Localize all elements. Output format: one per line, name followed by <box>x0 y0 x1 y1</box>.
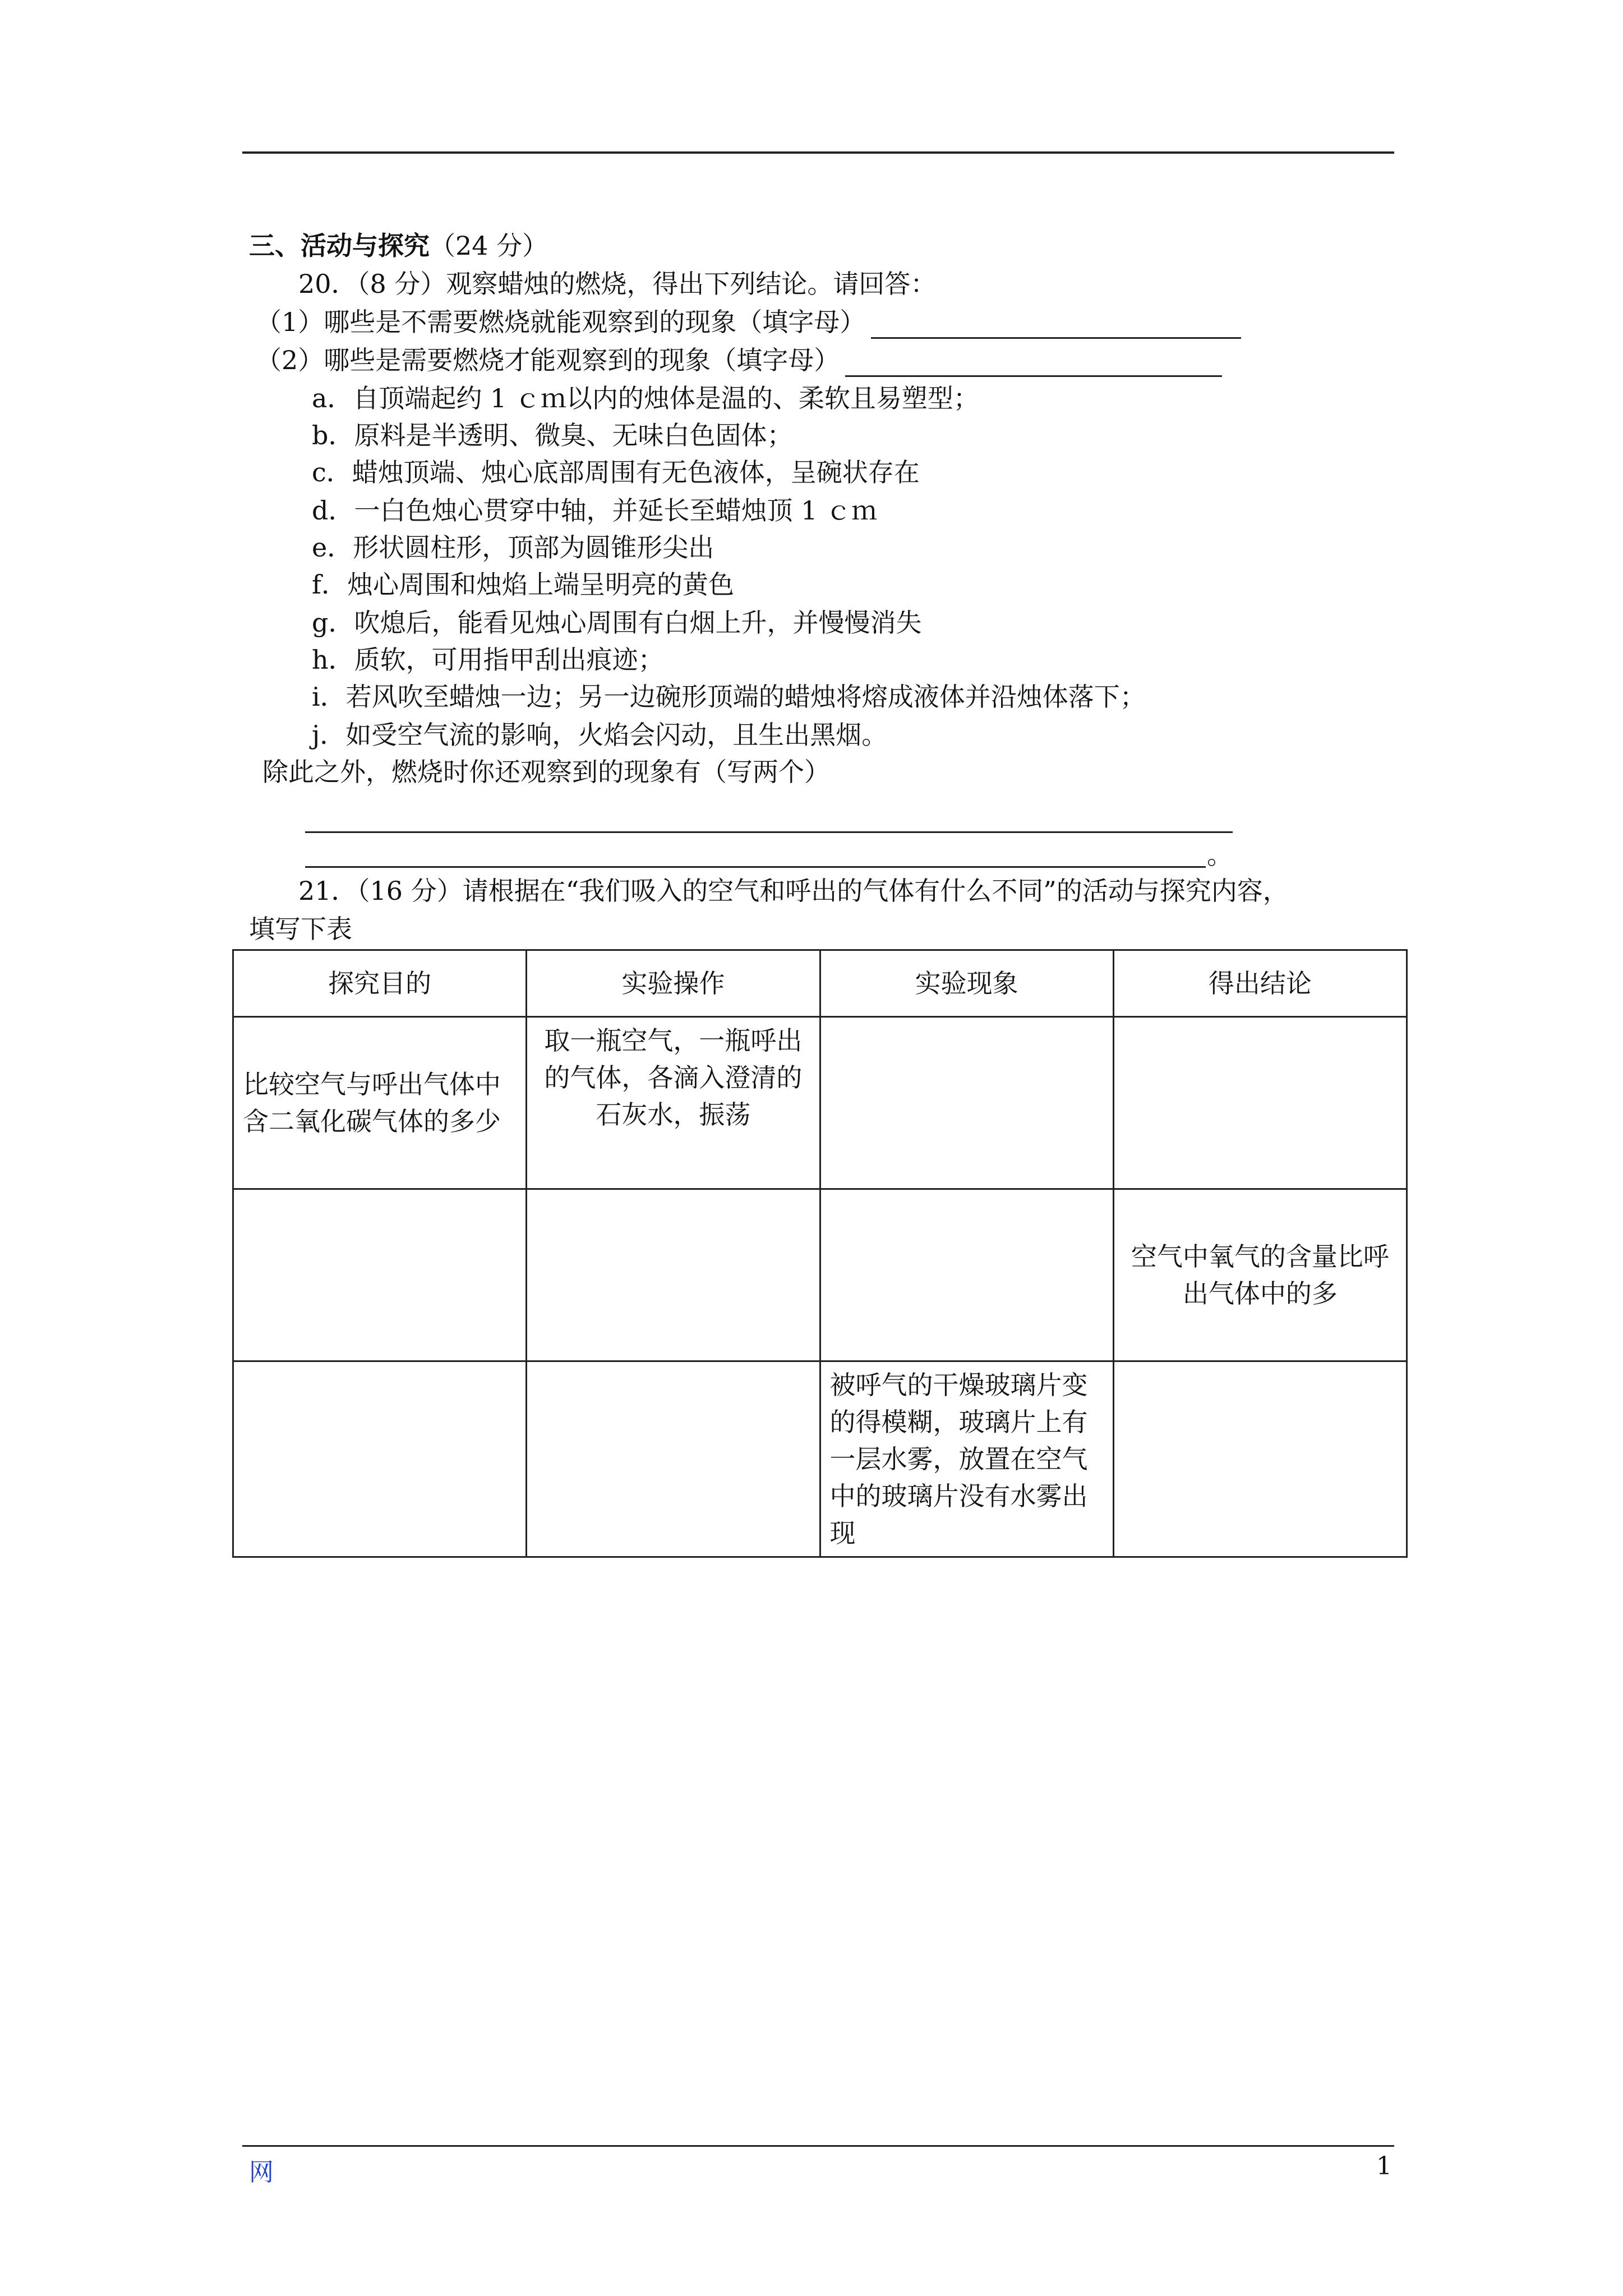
q20-item-e: e．形状圆柱形，顶部为圆锥形尖出 <box>312 532 714 563</box>
q21-stem-line2: 填写下表 <box>249 914 352 944</box>
q20-item-b: b．原料是半透明、微臭、无味白色固体； <box>312 420 793 450</box>
q20-sub1-text: （1）哪些是不需要燃烧就能观察到的现象（填字母） <box>256 307 866 337</box>
q20-item-j: j．如受空气流的影响，火焰会闪动，且生出黑烟。 <box>312 720 888 750</box>
header-rule <box>242 151 1394 154</box>
header-purpose: 探究目的 <box>233 950 527 1017</box>
header-conclusion: 得出结论 <box>1113 950 1407 1017</box>
cell-conclusion-blank[interactable] <box>1113 1017 1407 1189</box>
header-phenomenon: 实验现象 <box>820 950 1113 1017</box>
q20-item-i: i．若风吹至蜡烛一边；另一边碗形顶端的蜡烛将熔成液体并沿烛体落下； <box>312 682 1146 712</box>
footer-link[interactable]: 网 <box>249 2158 274 2187</box>
table-row <box>233 1017 1407 1189</box>
cell-operation-blank[interactable] <box>527 1361 820 1557</box>
cell-phenomenon: 被呼气的干燥玻璃片变的得模糊，玻璃片上有一层水雾，放置在空气中的玻璃片没有水雾出现 <box>820 1361 1113 1557</box>
q20-item-c: c．蜡烛顶端、烛心底部周围有无色液体，呈碗状存在 <box>312 457 920 487</box>
table-row <box>233 1189 1407 1361</box>
q20-item-d: d．一白色烛心贯穿中轴，并延长至蜡烛顶 1 ｃｍ <box>312 495 877 526</box>
section-score: （24 分） <box>430 231 548 261</box>
cell-phenomenon-blank[interactable] <box>820 1017 1113 1189</box>
q20-end-mark: 。 <box>1207 840 1233 870</box>
section-heading <box>249 229 548 263</box>
q20-sub2 <box>256 343 1222 377</box>
q20-extra-answer-line-1[interactable] <box>305 831 1233 833</box>
q20-sub2-text: （2）哪些是需要燃烧才能观察到的现象（填字母） <box>256 345 840 375</box>
cell-purpose: 比较空气与呼出气体中含二氧化碳气体的多少 <box>233 1017 527 1189</box>
q20-item-g: g．吹熄后，能看见烛心周围有白烟上升，并慢慢消失 <box>312 608 922 638</box>
q20-item-h: h．质软，可用指甲刮出痕迹； <box>312 645 664 675</box>
q20-extra: 除此之外，燃烧时你还观察到的现象有（写两个） <box>262 757 830 787</box>
section-title: 三、活动与探究 <box>249 231 430 261</box>
q20-sub2-answer-blank[interactable] <box>845 349 1222 377</box>
q20-sub1-answer-blank[interactable] <box>871 311 1241 339</box>
cell-purpose-blank[interactable] <box>233 1189 527 1361</box>
cell-conclusion: 空气中氧气的含量比呼出气体中的多 <box>1113 1189 1407 1361</box>
q20-extra-answer-line-2[interactable] <box>305 866 1206 868</box>
cell-conclusion-blank[interactable] <box>1113 1361 1407 1557</box>
q20-item-f: f．烛心周围和烛焰上端呈明亮的黄色 <box>312 569 735 600</box>
cell-operation: 取一瓶空气，一瓶呼出的气体，各滴入澄清的石灰水，振荡 <box>527 1017 820 1189</box>
cell-purpose-blank[interactable] <box>233 1361 527 1557</box>
q20-sub1 <box>256 305 1241 339</box>
cell-phenomenon-blank[interactable] <box>820 1189 1113 1361</box>
footer-rule <box>242 2145 1394 2147</box>
q20-item-a: a．自顶端起约 1 ｃｍ以内的烛体是温的、柔软且易塑型； <box>312 383 979 413</box>
page-number: 1 <box>1376 2152 1392 2180</box>
cell-operation-blank[interactable] <box>527 1189 820 1361</box>
inquiry-table <box>232 949 1408 1558</box>
header-operation: 实验操作 <box>527 950 820 1017</box>
table-header-row <box>233 950 1407 1017</box>
q21-stem-line1: 21．（16 分）请根据在“我们吸入的空气和呼出的气体有什么不同”的活动与探究内容， <box>298 876 1289 906</box>
q20-stem: 20．（8 分）观察蜡烛的燃烧，得出下列结论。请回答： <box>298 269 937 299</box>
table-row <box>233 1361 1407 1557</box>
